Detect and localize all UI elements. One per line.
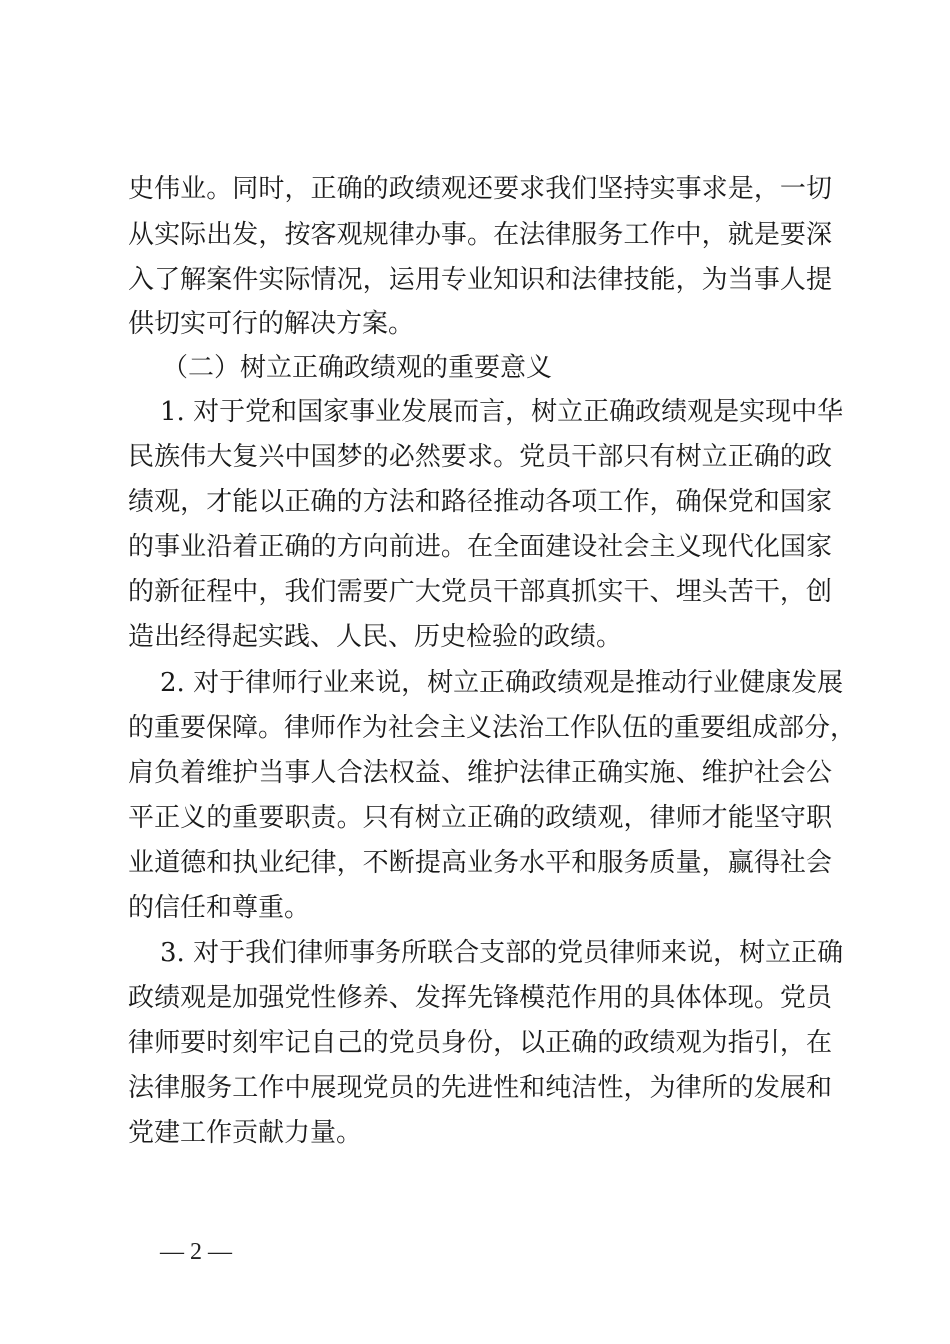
paragraph-line: 平正义的重要职责。只有树立正确的政绩观，律师才能坚守职 xyxy=(128,803,832,833)
paragraph-line: 的事业沿着正确的方向前进。在全面建设社会主义现代化国家 xyxy=(128,532,832,562)
section-heading: （二）树立正确政绩观的重要意义 xyxy=(162,353,553,383)
paragraph-line: 业道德和执业纪律，不断提高业务水平和服务质量，赢得社会 xyxy=(128,848,832,878)
paragraph-line: 3. 对于我们律师事务所联合支部的党员律师来说，树立正确 xyxy=(160,938,844,968)
paragraph-line: 民族伟大复兴中国梦的必然要求。党员干部只有树立正确的政 xyxy=(128,442,832,472)
paragraph-line: 从实际出发，按客观规律办事。在法律服务工作中，就是要深 xyxy=(128,220,832,250)
page-number: — 2 — xyxy=(160,1239,232,1265)
paragraph-line: 供切实可行的解决方案。 xyxy=(128,309,415,339)
paragraph-line: 政绩观是加强党性修养、发挥先锋模范作用的具体体现。党员 xyxy=(128,983,832,1013)
paragraph-line: 的新征程中，我们需要广大党员干部真抓实干、埋头苦干，创 xyxy=(128,577,832,607)
paragraph-line: 绩观，才能以正确的方法和路径推动各项工作，确保党和国家 xyxy=(128,487,832,517)
paragraph-line: 律师要时刻牢记自己的党员身份，以正确的政绩观为指引，在 xyxy=(128,1028,832,1058)
paragraph-line: 法律服务工作中展现党员的先进性和纯洁性，为律所的发展和 xyxy=(128,1073,832,1103)
paragraph-line: 的重要保障。律师作为社会主义法治工作队伍的重要组成部分， xyxy=(128,713,857,743)
paragraph-line: 2. 对于律师行业来说，树立正确政绩观是推动行业健康发展 xyxy=(160,668,844,698)
paragraph-line: 党建工作贡献力量。 xyxy=(128,1118,363,1148)
paragraph-line: 入了解案件实际情况，运用专业知识和法律技能，为当事人提 xyxy=(128,265,832,295)
paragraph-line: 史伟业。同时，正确的政绩观还要求我们坚持实事求是，一切 xyxy=(128,174,832,204)
paragraph-line: 的信任和尊重。 xyxy=(128,893,311,923)
paragraph-line: 1. 对于党和国家事业发展而言，树立正确政绩观是实现中华 xyxy=(160,397,844,427)
paragraph-line: 造出经得起实践、人民、历史检验的政绩。 xyxy=(128,622,623,652)
paragraph-line: 肩负着维护当事人合法权益、维护法律正确实施、维护社会公 xyxy=(128,758,832,788)
